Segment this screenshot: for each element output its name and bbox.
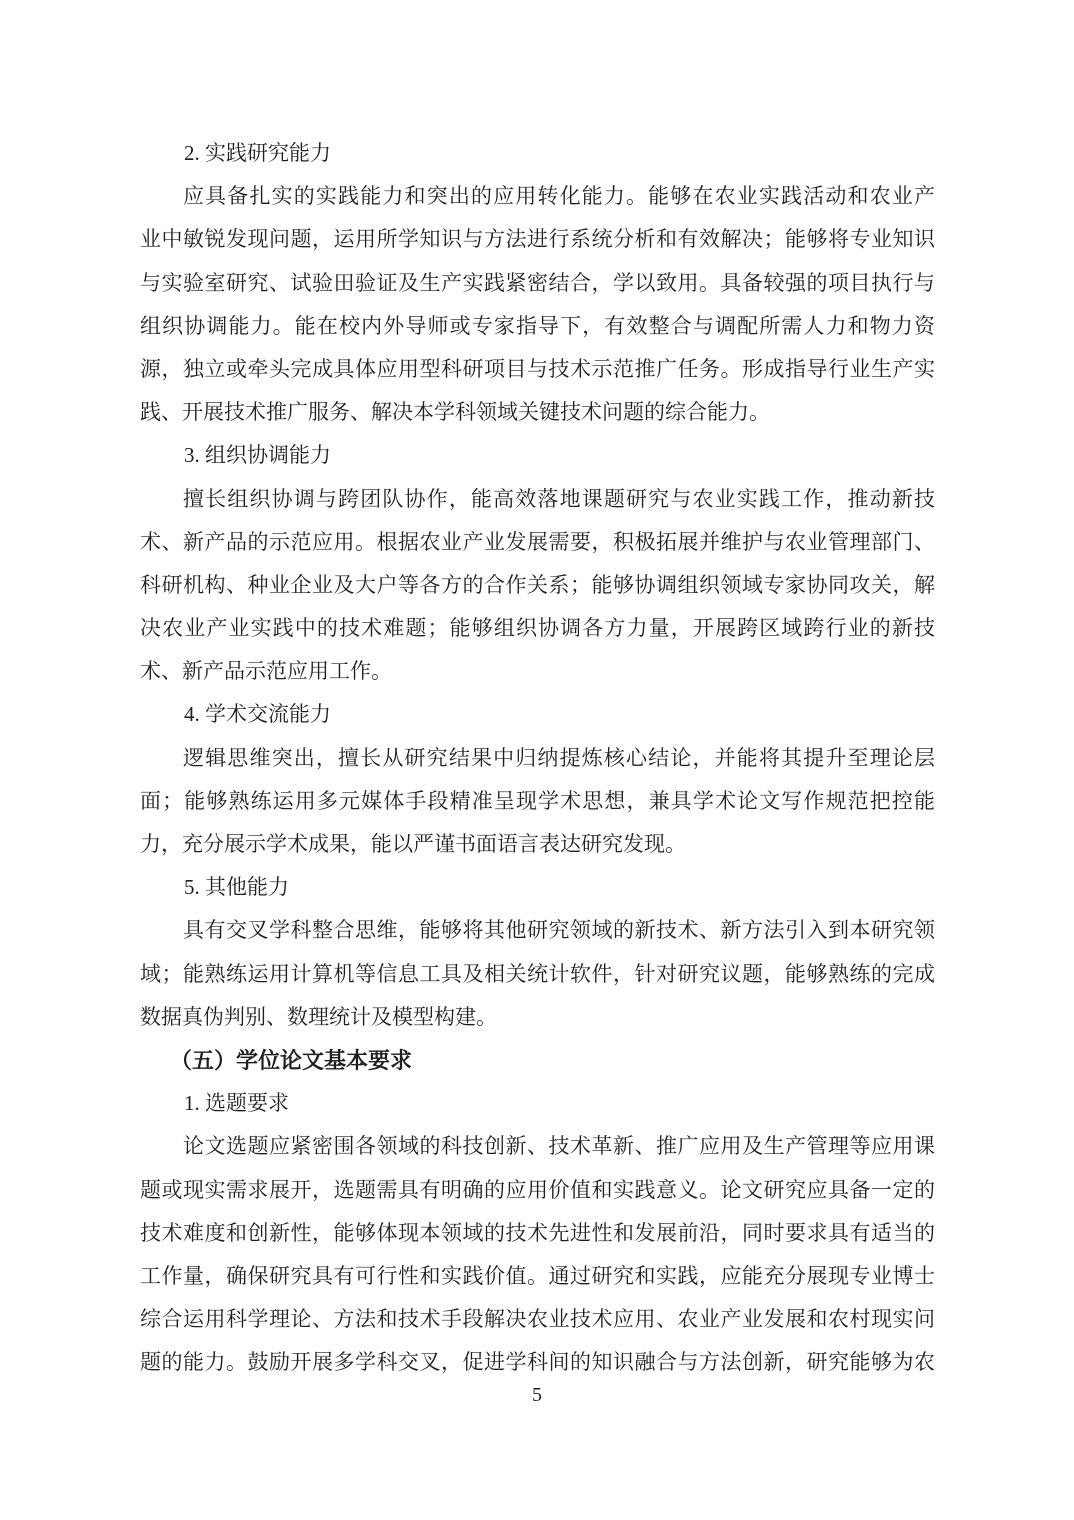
numbered-heading [140,132,935,175]
text-line: 2. 实践研究能力 [184,141,331,165]
numbered-heading [140,434,935,477]
page-number: 5 [532,1384,542,1406]
paragraph [140,737,935,867]
text-line: 组织协调能力。能在校内外导师或专家指导下，有效整合与调配所需人力和物力资 [140,313,935,338]
text-line: 逻辑思维突出，擅长从研究结果中归纳提炼核心结论，并能将其提升至理论层 [183,745,935,770]
text-line: 决农业产业实践中的技术难题；能够组织协调各方力量，开展跨区域跨行业的新技 [140,616,935,641]
paragraph [140,1125,935,1384]
paragraph [140,478,935,694]
text-line: 术、新产品的示范应用。根据农业产业发展需要，积极拓展并维护与农业管理部门、 [140,529,935,554]
text-line: 擅长组织协调与跨团队协作，能高效落地课题研究与农业实践工作，推动新技 [183,486,935,511]
numbered-heading [140,1082,935,1125]
text-line: 5. 其他能力 [184,875,289,900]
text-line: 面；能够熟练运用多元媒体手段精准呈现学术思想，兼具学术论文写作规范把控能 [140,788,935,813]
paragraph [140,175,935,434]
numbered-heading [140,866,935,909]
text-line: 论文选题应紧密围各领域的科技创新、技术革新、推广应用及生产管理等应用课 [183,1134,935,1159]
text-line: 与实验室研究、试验田验证及生产实践紧密结合，学以致用。具备较强的项目执行与 [140,270,935,295]
text-line: 技术难度和创新性，能够体现本领域的技术先进性和发展前沿，同时要求具有适当的 [140,1220,935,1245]
text-line: （五）学位论文基本要求 [170,1047,413,1073]
text-line: 力，充分展示学术成果，能以严谨书面语言表达研究发现。 [140,832,686,856]
text-line: 域；能熟练运用计算机等信息工具及相关统计软件，针对研究议题，能够熟练的完成 [140,961,935,986]
text-line: 综合运用科学理论、方法和技术手段解决农业技术应用、农业产业发展和农村现实问 [140,1307,935,1332]
text-line: 应具备扎实的实践能力和突出的应用转化能力。能够在农业实践活动和农业产 [183,184,935,209]
document-body [140,132,935,1384]
text-line: 数据真伪判别、数理统计及模型构建。 [140,1004,497,1029]
bold-heading [140,1039,935,1082]
text-line: 具有交叉学科整合思维，能够将其他研究领域的新技术、新方法引入到本研究领 [183,918,935,943]
text-line: 业中敏锐发现问题，运用所学知识与方法进行系统分析和有效解决；能够将专业知识 [140,227,935,252]
text-line: 践、开展技术推广服务、解决本学科领域关键技术问题的综合能力。 [140,400,770,425]
text-line: 题或现实需求展开，选题需具有明确的应用价值和实践意义。论文研究应具备一定的 [140,1177,935,1202]
text-line: 工作量，确保研究具有可行性和实践价值。通过研究和实践，应能充分展现专业博士 [140,1263,935,1288]
text-line: 源，独立或牵头完成具体应用型科研项目与技术示范推广任务。形成指导行业生产实 [140,356,935,381]
text-line: 科研机构、种业企业及大户等各方的合作关系；能够协调组织领域专家协同攻关，解 [140,572,935,597]
paragraph [140,909,935,1039]
numbered-heading [140,693,935,736]
text-line: 题的能力。鼓励开展多学科交叉，促进学科间的知识融合与方法创新，研究能够为农 [140,1350,935,1375]
text-line: 术、新产品示范应用工作。 [140,659,392,684]
text-line: 1. 选题要求 [184,1091,289,1116]
text-line: 4. 学术交流能力 [184,702,331,727]
text-line: 3. 组织协调能力 [184,443,331,468]
